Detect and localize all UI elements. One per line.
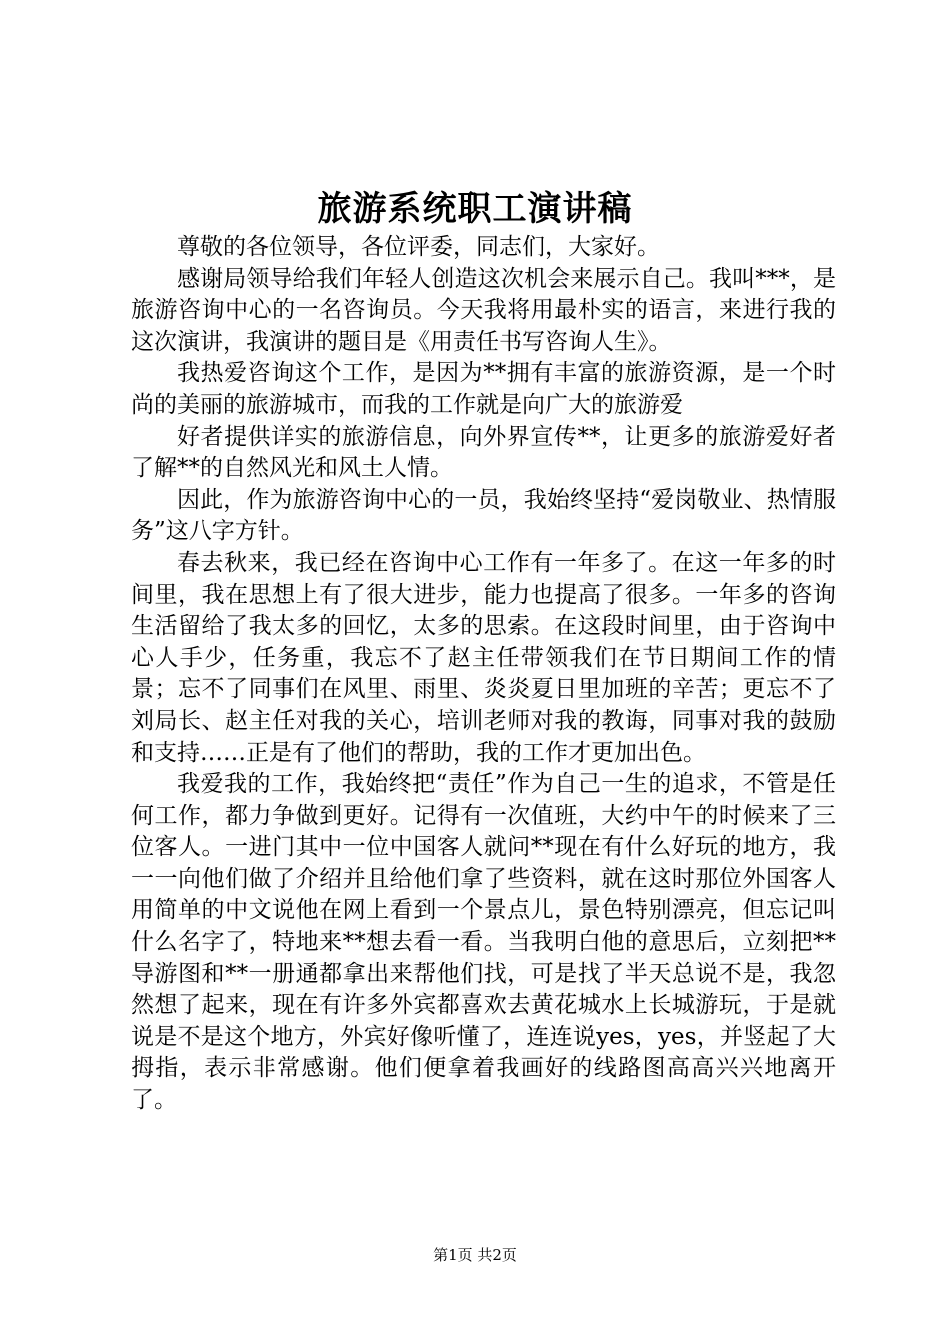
paragraph: 春去秋来，我已经在咨询中心工作有一年多了。在这一年多的时间里，我在思想上有了很大进步，能力也提高了很多。一年多的咨询生活留给了我太多的回忆，太多的思索。在这段时间里，由于咨询中心人手少，任务重，我忘不了赵主任带领我们在节日期间工作的情景；忘不了同事们在风里、雨里、炎炎夏日里加班的辛苦；更忘不了刘局长、赵主任对我的关心，培训老师对我的教诲，同事对我的鼓励和支持……正是有了他们的帮助，我的工作才更加出色。	[131, 549, 836, 766]
paragraph: 因此，作为旅游咨询中心的一员，我始终坚持“爱岗敬业、热情服务”这八字方针。	[131, 486, 836, 545]
paragraph: 好者提供详实的旅游信息，向外界宣传**，让更多的旅游爱好者了解**的自然风光和风土人情。	[131, 423, 836, 482]
paragraph: 我爱我的工作，我始终把“责任”作为自己一生的追求，不管是任何工作，都力争做到更好。记得有一次值班，大约中午的时候来了三位客人。一进门其中一位中国客人就问**现在有什么好玩的地方，我一一向他们做了介绍并且给他们拿了些资料，就在这时那位外国客人用简单的中文说他在网上看到一个景点儿，景色特别漂亮，但忘记叫什么名字了，特地来**想去看一看。当我明白他的意思后，立刻把**导游图和**一册通都拿出来帮他们找，可是找了半天总说不是，我忽然想了起来，现在有许多外宾都喜欢去黄花城水上长城游玩，于是就说是不是这个地方，外宾好像听懂了，连连说yes，yes，并竖起了大拇指，表示非常感谢。他们便拿着我画好的线路图高高兴兴地离开了。	[131, 771, 836, 1114]
paragraph: 我热爱咨询这个工作，是因为**拥有丰富的旅游资源，是一个时尚的美丽的旅游城市，而我的工作就是向广大的旅游爱	[131, 360, 836, 418]
page-number-footer: 第1页 共2页	[433, 1246, 517, 1264]
paragraph: 尊敬的各位领导，各位评委，同志们，大家好。	[177, 234, 660, 260]
document-body	[131, 232, 836, 1117]
paragraph: 感谢局领导给我们年轻人创造这次机会来展示自己。我叫***，是旅游咨询中心的一名咨询员。今天我将用最朴实的语言，来进行我的这次演讲，我演讲的题目是《用责任书写咨询人生》。	[131, 265, 836, 355]
document-title: 旅游系统职工演讲稿	[317, 189, 633, 229]
